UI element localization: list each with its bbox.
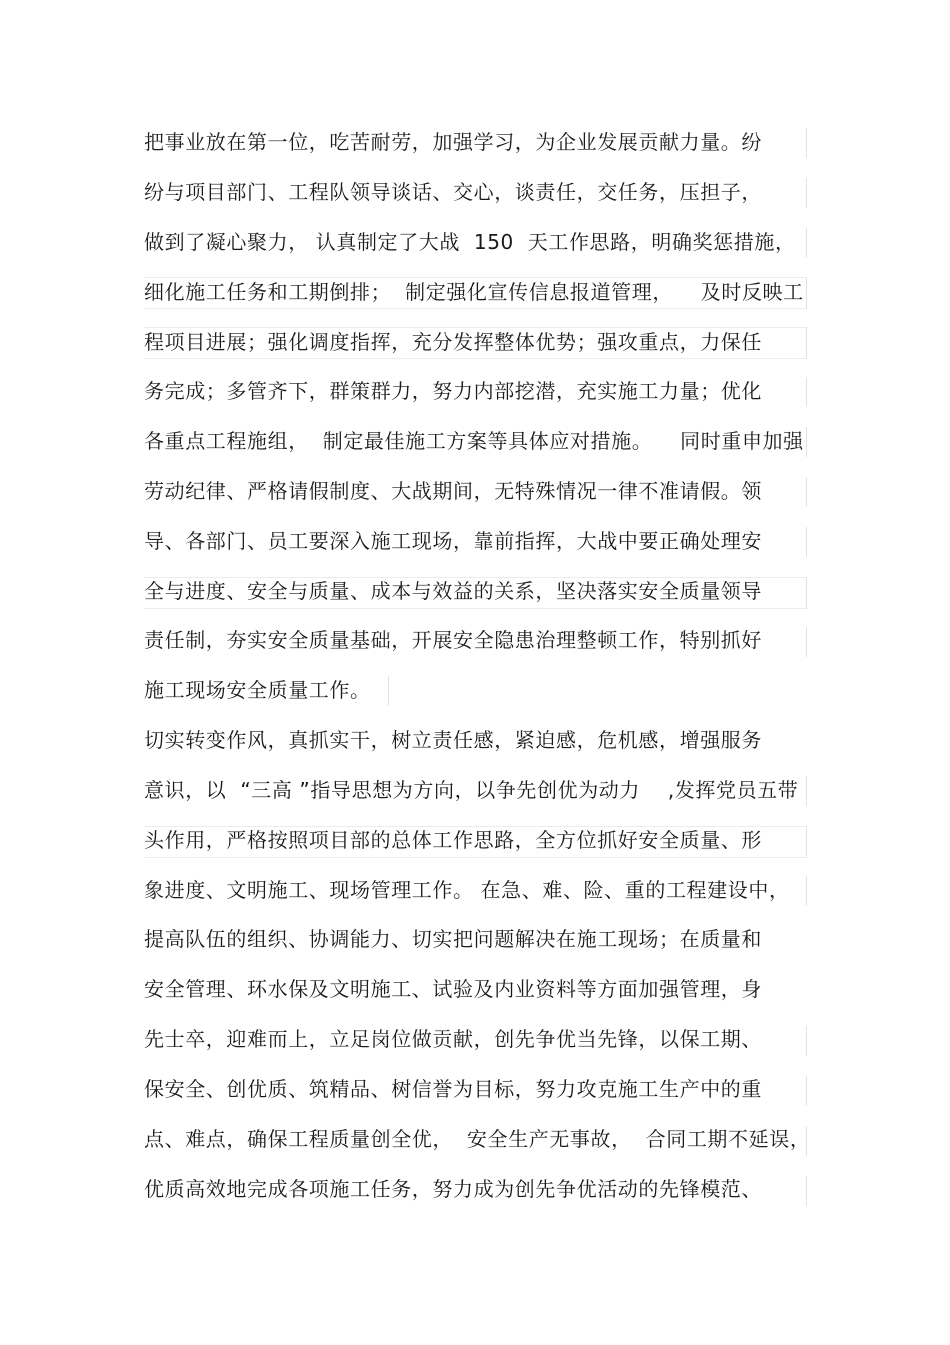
text-line: 导、各部门、员工要深入施工现场，靠前指挥，大战中要正确处理安: [144, 529, 762, 553]
text-line: 施工现场安全质量工作。: [144, 678, 371, 702]
text-line: 把事业放在第一位，吃苦耐劳，加强学习，为企业发展贡献力量。纷: [144, 130, 762, 154]
text-line: 做到了凝心聚力， 认真制定了大战 150 天工作思路，明确奖惩措施，: [144, 230, 796, 254]
text-line: 劳动纪律、严格请假制度、大战期间，无特殊情况一律不准请假。领: [144, 479, 762, 503]
text-line: 点、难点，确保工程质量创全优， 安全生产无事故， 合同工期不延误，: [144, 1127, 811, 1151]
text-line: 纷与项目部门、工程队领导谈话、交心，谈责任，交任务，压担子，: [144, 180, 762, 204]
text-line: 务完成；多管齐下，群策群力，努力内部挖潜，充实施工力量；优化: [144, 379, 762, 403]
text-line: 细化施工任务和工期倒排； 制定强化宣传信息报道管理， 及时反映工: [144, 280, 804, 304]
text-line: 各重点工程施组， 制定最佳施工方案等具体应对措施。 同时重申加强: [144, 429, 804, 453]
text-line: 优质高效地完成各项施工任务，努力成为创先争优活动的先锋模范、: [144, 1177, 762, 1201]
text-line: 头作用，严格按照项目部的总体工作思路，全方位抓好安全质量、形: [144, 828, 762, 852]
text-line: 安全管理、环水保及文明施工、试验及内业资料等方面加强管理，身: [144, 977, 762, 1001]
text-line: 保安全、创优质、筑精品、树信誉为目标，努力攻克施工生产中的重: [144, 1077, 762, 1101]
text-line: 全与进度、安全与质量、成本与效益的关系，坚决落实安全质量领导: [144, 579, 762, 603]
text-line: 象进度、文明施工、现场管理工作。 在急、难、险、重的工程建设中，: [144, 878, 790, 902]
text-line: 意识，以 “三高 ”指导思想为方向，以争先创优为动力 ,发挥党员五带: [144, 778, 799, 802]
text-line: 切实转变作风，真抓实干，树立责任感，紧迫感，危机感，增强服务: [144, 728, 762, 752]
text-line: 先士卒，迎难而上，立足岗位做贡献，创先争优当先锋，以保工期、: [144, 1027, 762, 1051]
text-line: 程项目进展；强化调度指挥，充分发挥整体优势；强攻重点，力保任: [144, 330, 762, 354]
text-line: 责任制，夯实安全质量基础，开展安全隐患治理整顿工作，特别抓好: [144, 628, 762, 652]
text-line: 提高队伍的组织、协调能力、切实把问题解决在施工现场；在质量和: [144, 927, 762, 951]
